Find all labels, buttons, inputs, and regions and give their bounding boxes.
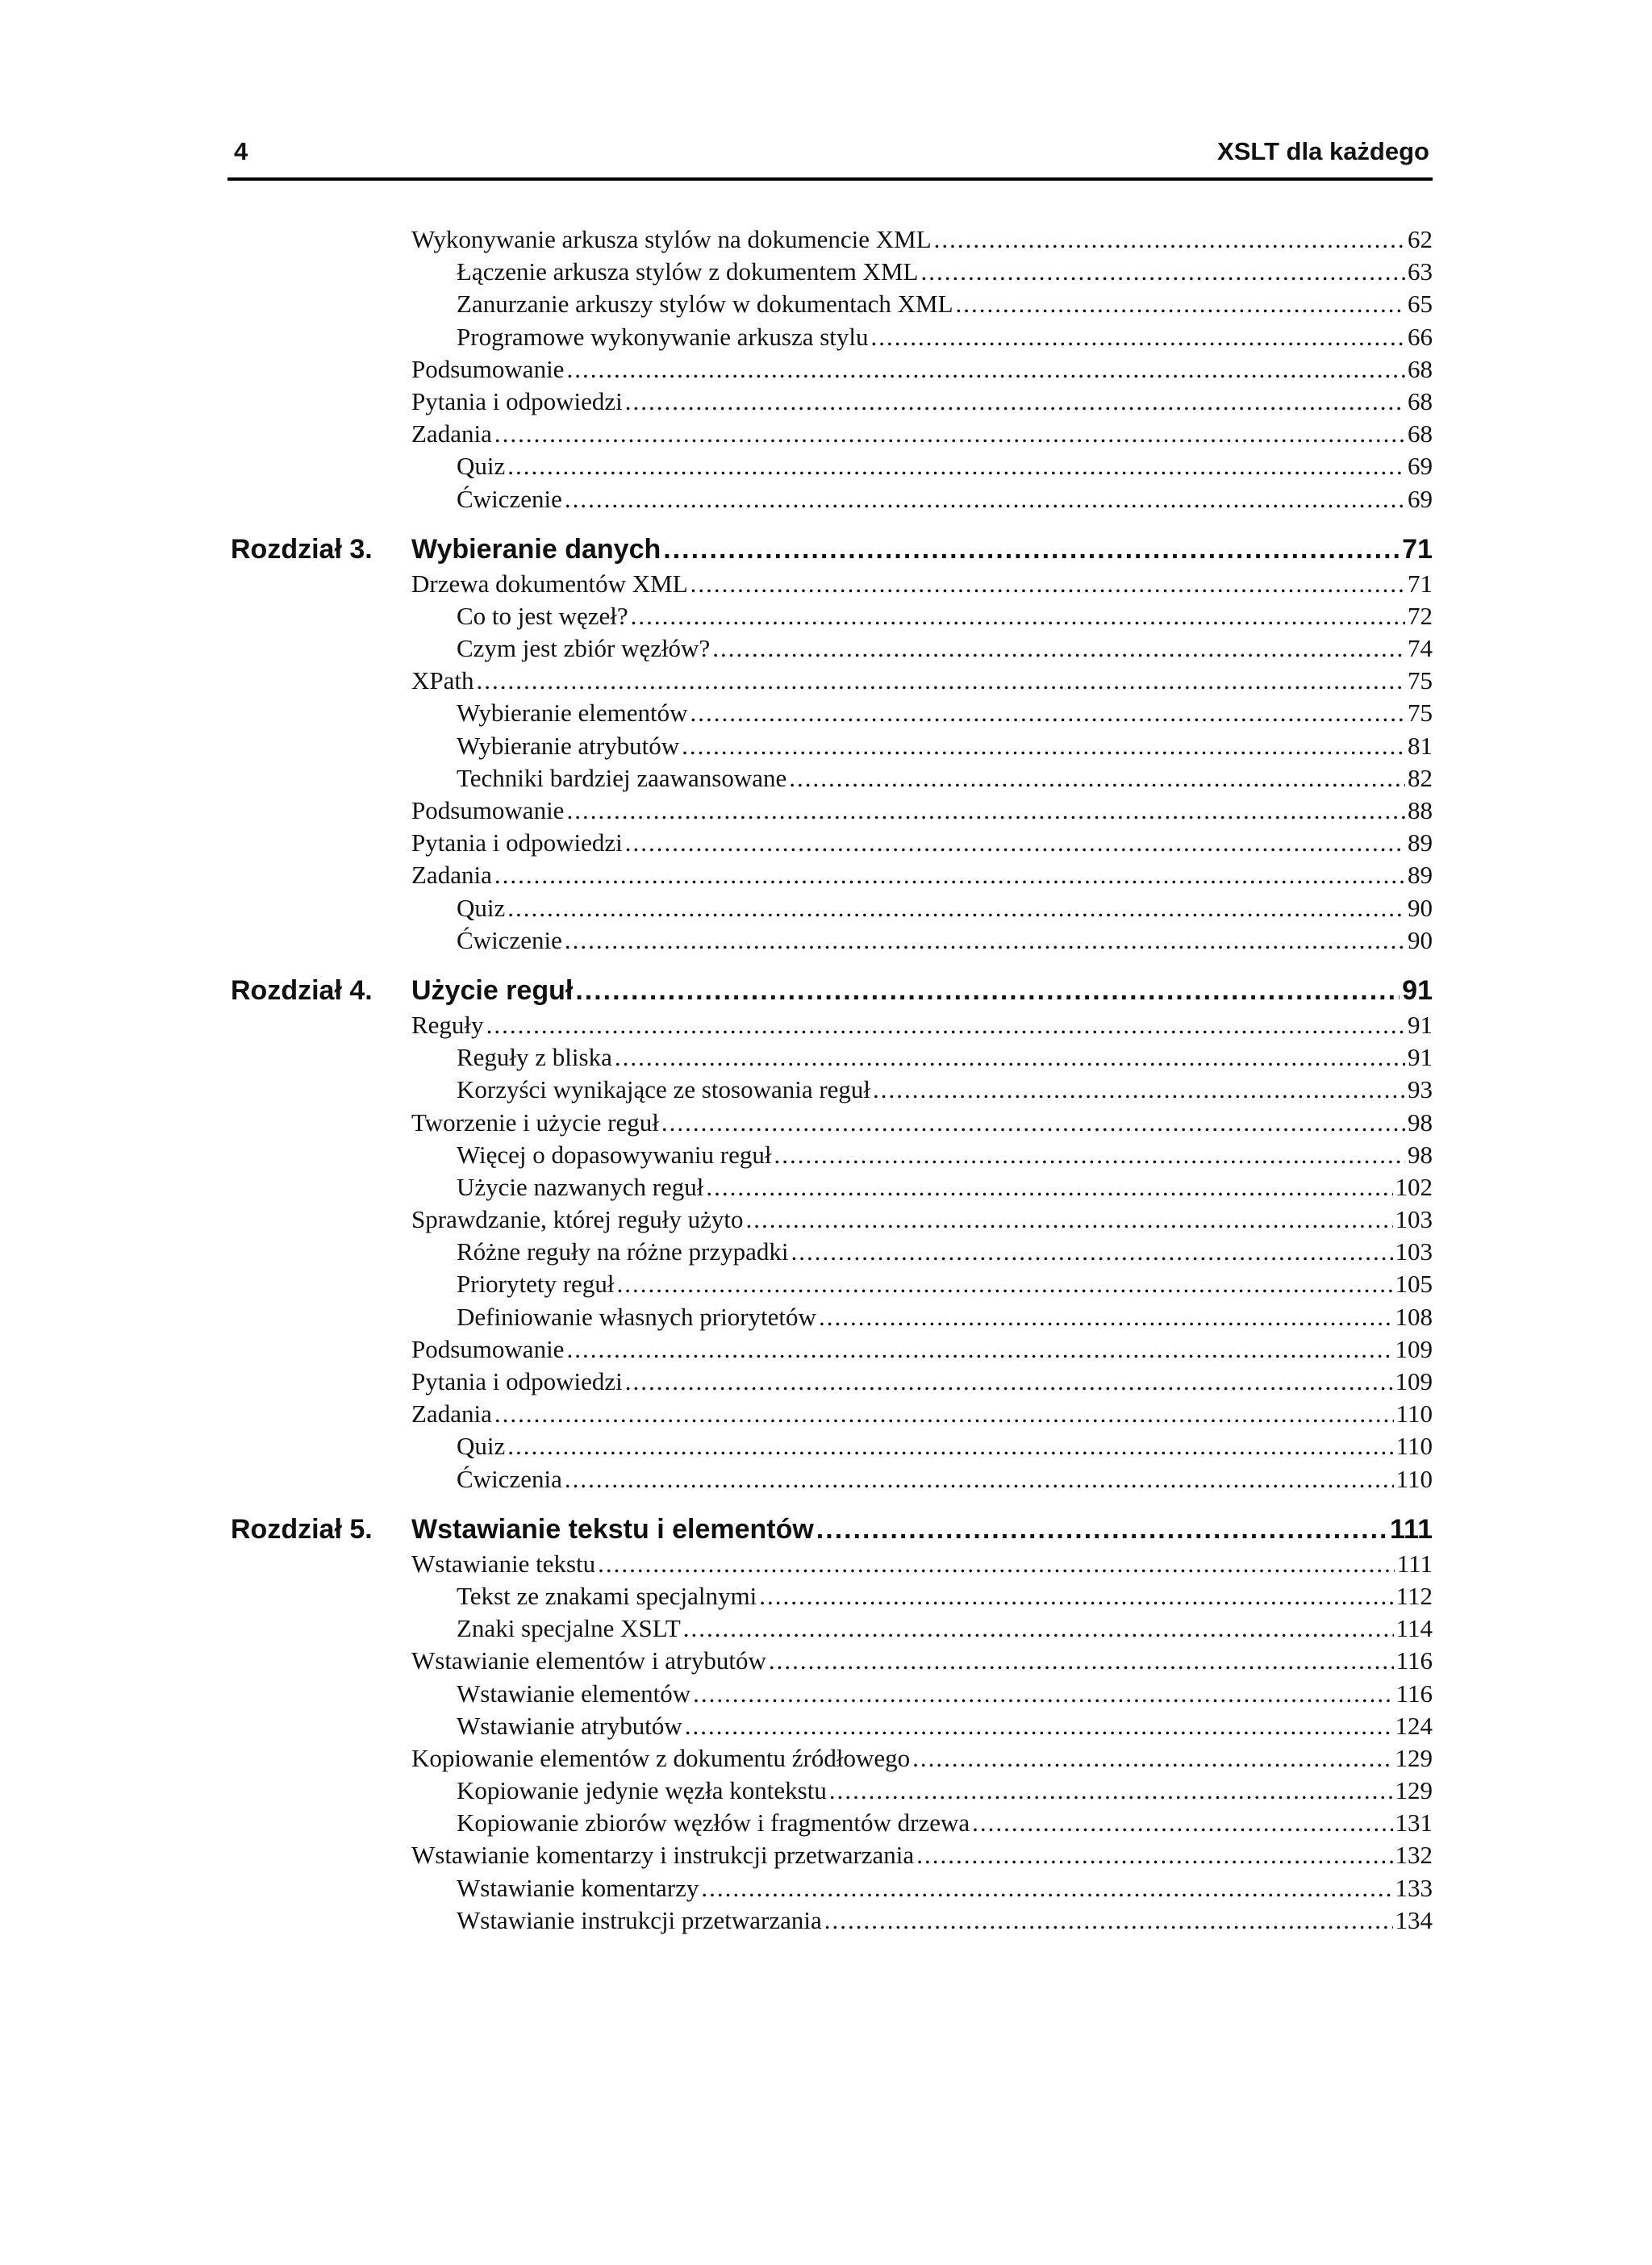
toc-entry [231, 1742, 1433, 1775]
toc-entry [231, 924, 1433, 957]
toc-entry-title: Quiz [457, 1432, 506, 1461]
toc-entry [231, 697, 1433, 729]
dot-leader [774, 1139, 1405, 1171]
toc-entry [231, 1872, 1433, 1904]
toc-page-number: 81 [1408, 731, 1433, 760]
toc-entry [231, 892, 1433, 924]
toc-entry [231, 1041, 1433, 1074]
toc-entry-title: Kopiowanie jedynie węzła kontekstu [457, 1776, 827, 1805]
dot-leader [625, 1366, 1393, 1398]
toc-entry-title: Reguły [411, 1010, 484, 1039]
toc-page-number: 134 [1395, 1905, 1433, 1934]
dot-leader [625, 827, 1405, 859]
toc-page-number: 110 [1395, 1464, 1433, 1493]
dot-leader [871, 321, 1405, 353]
toc-page-number: 66 [1408, 322, 1433, 351]
toc-entry [231, 1074, 1433, 1106]
dot-leader [972, 1807, 1392, 1839]
dot-leader [575, 973, 1400, 1009]
toc-entry [231, 632, 1433, 665]
dot-leader [916, 1839, 1392, 1871]
toc-chapter-row [231, 973, 1433, 1009]
toc-page-number: 91 [1408, 1043, 1433, 1072]
toc-entry [231, 256, 1433, 288]
running-title: XSLT dla każdego [1217, 137, 1429, 165]
toc-page-number: 116 [1395, 1646, 1433, 1675]
toc-entry-title: Wstawianie instrukcji przetwarzania [457, 1905, 822, 1934]
toc-entry [231, 827, 1433, 859]
toc-page-number: 112 [1395, 1581, 1433, 1610]
toc-entry [231, 450, 1433, 482]
toc-page-number: 105 [1395, 1270, 1433, 1299]
toc-page-number: 74 [1408, 634, 1433, 663]
toc-page-number: 68 [1408, 386, 1433, 415]
dot-leader [712, 632, 1405, 665]
toc-entry [231, 1645, 1433, 1677]
dot-leader [486, 1009, 1405, 1041]
toc-entry [231, 223, 1433, 256]
toc-page-number: 75 [1408, 699, 1433, 728]
dot-leader [759, 1580, 1393, 1612]
toc-page-number: 131 [1395, 1808, 1433, 1837]
toc-page-number: 109 [1395, 1334, 1433, 1363]
toc-page-number: 75 [1408, 666, 1433, 695]
toc-entry [231, 1366, 1433, 1398]
toc-entry-title: Wybieranie atrybutów [457, 731, 680, 760]
toc-entry-title: Wstawianie elementów [457, 1679, 691, 1708]
toc-entry [231, 1203, 1433, 1236]
toc-entry-title: Sprawdzanie, której reguły użyto [411, 1205, 744, 1234]
toc-entry [231, 600, 1433, 632]
toc-entry-title: Definiowanie własnych priorytetów [457, 1302, 816, 1331]
toc-entry [231, 1139, 1433, 1171]
toc-page-number: 68 [1408, 419, 1433, 448]
toc-page-number: 90 [1408, 893, 1433, 922]
toc-page-number: 93 [1408, 1075, 1433, 1104]
toc-page-number: 90 [1408, 925, 1433, 954]
dot-leader [824, 1904, 1393, 1937]
toc-page-number: 103 [1395, 1205, 1433, 1234]
toc-page-number: 102 [1395, 1172, 1433, 1201]
toc-entry [231, 1612, 1433, 1645]
toc-page-number: 88 [1408, 796, 1433, 824]
dot-leader [934, 223, 1405, 256]
toc-entry-title: Zanurzanie arkuszy stylów w dokumentach XML [457, 290, 953, 319]
toc-entry-title: Wybieranie elementów [457, 699, 688, 728]
dot-leader [816, 1512, 1387, 1548]
toc-entry [231, 1678, 1433, 1710]
dot-leader [566, 795, 1405, 827]
toc-entry-title: Pytania i odpowiedzi [411, 828, 623, 857]
dot-leader [690, 568, 1405, 600]
dot-leader [956, 288, 1405, 320]
toc-entry-title: Techniki bardziej zaawansowane [457, 763, 787, 792]
toc-entry-title: Pytania i odpowiedzi [411, 386, 623, 415]
toc-entry [231, 1904, 1433, 1937]
dot-leader [873, 1074, 1405, 1106]
toc-page-number: 91 [1402, 974, 1433, 1006]
toc-page-number: 63 [1408, 257, 1433, 286]
toc-entry-title: Programowe wykonywanie arkusza stylu [457, 322, 869, 351]
toc-page-number: 109 [1395, 1367, 1433, 1395]
toc-entry [231, 386, 1433, 418]
dot-leader [625, 386, 1405, 418]
toc-entry-title: Wstawianie tekstu [411, 1549, 596, 1578]
toc-entry-title: Znaki specjalne XSLT [457, 1614, 681, 1643]
dot-leader [494, 1398, 1394, 1430]
dot-leader [685, 1710, 1393, 1742]
toc-entry [231, 665, 1433, 697]
toc-page-number: 129 [1395, 1776, 1433, 1805]
toc-page-number: 69 [1408, 484, 1433, 513]
toc-entry-title: Quiz [457, 452, 506, 481]
toc-page-number: 91 [1408, 1010, 1433, 1039]
toc-entry-title: Kopiowanie elementów z dokumentu źródłowego [411, 1743, 911, 1772]
toc-entry-title: Użycie reguł [411, 974, 574, 1006]
toc-entry [231, 859, 1433, 891]
toc-entry-title: Zadania [411, 1399, 492, 1429]
toc-entry [231, 762, 1433, 795]
toc-entry [231, 1333, 1433, 1366]
toc-entry [231, 1236, 1433, 1268]
dot-leader [494, 859, 1405, 891]
toc-page-number: 89 [1408, 828, 1433, 857]
dot-leader [565, 1463, 1394, 1495]
dot-leader [565, 483, 1405, 515]
toc-entry [231, 288, 1433, 320]
toc-entry [231, 1710, 1433, 1742]
toc-page-number: 98 [1408, 1140, 1433, 1169]
dot-leader [616, 1268, 1392, 1300]
toc-page-number: 71 [1408, 569, 1433, 598]
toc-entry-title: Kopiowanie zbiorów węzłów i fragmentów drzewa [457, 1808, 970, 1837]
dot-leader [477, 665, 1406, 697]
toc-entry-title: Reguły z bliska [457, 1043, 612, 1072]
toc-entry [231, 1548, 1433, 1580]
dot-leader [661, 1107, 1405, 1139]
dot-leader [791, 1236, 1392, 1268]
toc-entry-title: Tworzenie i użycie reguł [411, 1107, 659, 1137]
toc-entry-title: Podsumowanie [411, 796, 565, 824]
toc-page-number: 71 [1402, 533, 1433, 565]
toc-entry-title: Ćwiczenie [457, 925, 562, 954]
toc-entry [231, 353, 1433, 386]
toc-entry-title: Łączenie arkusza stylów z dokumentem XML [457, 257, 919, 286]
toc-entry [231, 1839, 1433, 1871]
dot-leader [745, 1203, 1392, 1236]
toc-page-number: 124 [1395, 1711, 1433, 1740]
toc-entry [231, 568, 1433, 600]
dot-leader [566, 353, 1405, 386]
dot-leader [769, 1645, 1394, 1677]
dot-leader [598, 1548, 1395, 1580]
toc-page-number: 111 [1396, 1549, 1433, 1578]
dot-leader [494, 418, 1405, 450]
toc-entry-title: Zadania [411, 861, 492, 890]
toc-entry-title: Wstawianie atrybutów [457, 1711, 682, 1740]
dot-leader [819, 1301, 1393, 1333]
toc-entry [231, 1268, 1433, 1300]
toc-entry [231, 321, 1433, 353]
toc-entry [231, 1430, 1433, 1462]
toc-page-number: 82 [1408, 763, 1433, 792]
toc-page-number: 103 [1395, 1237, 1433, 1266]
toc-entry-title: Wstawianie komentarzy [457, 1873, 699, 1902]
toc-entry [231, 1107, 1433, 1139]
toc-entry-title: Wykonywanie arkusza stylów na dokumencie XML [411, 225, 932, 253]
toc-entry [231, 483, 1433, 515]
toc-entry [231, 1807, 1433, 1839]
toc-page-number: 62 [1408, 225, 1433, 253]
dot-leader [615, 1041, 1405, 1074]
toc-page-number: 111 [1390, 1513, 1433, 1545]
toc-entry [231, 1463, 1433, 1495]
toc-entry-title: Czym jest zbiór węzłów? [457, 634, 711, 663]
dot-leader [631, 600, 1405, 632]
table-of-contents [231, 223, 1433, 1937]
dot-leader [912, 1742, 1392, 1775]
toc-page-number: 68 [1408, 354, 1433, 383]
dot-leader [507, 450, 1405, 482]
toc-entry-title: Korzyści wynikające ze stosowania reguł [457, 1075, 871, 1104]
dot-leader [663, 532, 1400, 568]
toc-page-number: 72 [1408, 601, 1433, 630]
page-header [227, 136, 1433, 181]
toc-entry-title: Wybieranie danych [411, 533, 661, 565]
dot-leader [789, 762, 1405, 795]
toc-entry-title: Wstawianie elementów i atrybutów [411, 1646, 766, 1675]
toc-entry-title: Więcej o dopasowywaniu reguł [457, 1140, 772, 1169]
toc-entry-title: Podsumowanie [411, 1334, 565, 1363]
page-number: 4 [234, 137, 248, 165]
toc-entry [231, 1398, 1433, 1430]
toc-page-number: 108 [1395, 1302, 1433, 1331]
toc-chapter-row [231, 1512, 1433, 1548]
toc-page-number: 133 [1395, 1873, 1433, 1902]
dot-leader [682, 730, 1405, 762]
toc-page-number: 114 [1395, 1614, 1433, 1643]
toc-entry-title: Pytania i odpowiedzi [411, 1367, 623, 1395]
toc-page-number: 98 [1408, 1107, 1433, 1137]
toc-entry [231, 1775, 1433, 1807]
dot-leader [693, 1678, 1394, 1710]
toc-entry [231, 1301, 1433, 1333]
toc-entry-title: Zadania [411, 419, 492, 448]
toc-page-number: 69 [1408, 452, 1433, 481]
toc-entry-title: Tekst ze znakami specjalnymi [457, 1581, 757, 1610]
dot-leader [507, 892, 1405, 924]
toc-page-number: 110 [1395, 1432, 1433, 1461]
chapter-label: Rozdział 5. [231, 1513, 373, 1545]
dot-leader [920, 256, 1405, 288]
toc-entry-title: Użycie nazwanych reguł [457, 1172, 704, 1201]
toc-page-number: 132 [1395, 1841, 1433, 1870]
dot-leader [507, 1430, 1393, 1462]
dot-leader [701, 1872, 1392, 1904]
toc-entry-title: Podsumowanie [411, 354, 565, 383]
toc-entry-title: Wstawianie tekstu i elementów [411, 1513, 814, 1545]
toc-entry [231, 1580, 1433, 1612]
toc-page-number: 65 [1408, 290, 1433, 319]
toc-page-number: 129 [1395, 1743, 1433, 1772]
dot-leader [565, 924, 1405, 957]
toc-entry [231, 1171, 1433, 1203]
toc-page-number: 110 [1395, 1399, 1433, 1429]
toc-entry-title: Drzewa dokumentów XML [411, 569, 688, 598]
toc-entry [231, 795, 1433, 827]
toc-entry-title: Wstawianie komentarzy i instrukcji przetwarzania [411, 1841, 915, 1870]
toc-entry-title: Różne reguły na różne przypadki [457, 1237, 789, 1266]
dot-leader [829, 1775, 1393, 1807]
dot-leader [690, 697, 1405, 729]
toc-entry-title: Co to jest węzeł? [457, 601, 628, 630]
toc-entry-title: XPath [411, 666, 474, 695]
toc-entry-title: Ćwiczenia [457, 1464, 562, 1493]
chapter-label: Rozdział 3. [231, 533, 373, 565]
toc-entry-title: Priorytety reguł [457, 1270, 615, 1299]
toc-page-number: 116 [1395, 1679, 1433, 1708]
chapter-label: Rozdział 4. [231, 974, 373, 1006]
dot-leader [683, 1612, 1394, 1645]
toc-entry [231, 730, 1433, 762]
toc-chapter-row [231, 532, 1433, 568]
dot-leader [566, 1333, 1392, 1366]
toc-entry-title: Ćwiczenie [457, 484, 562, 513]
dot-leader [706, 1171, 1392, 1203]
toc-page-number: 89 [1408, 861, 1433, 890]
toc-entry [231, 1009, 1433, 1041]
toc-entry [231, 418, 1433, 450]
toc-entry-title: Quiz [457, 893, 506, 922]
